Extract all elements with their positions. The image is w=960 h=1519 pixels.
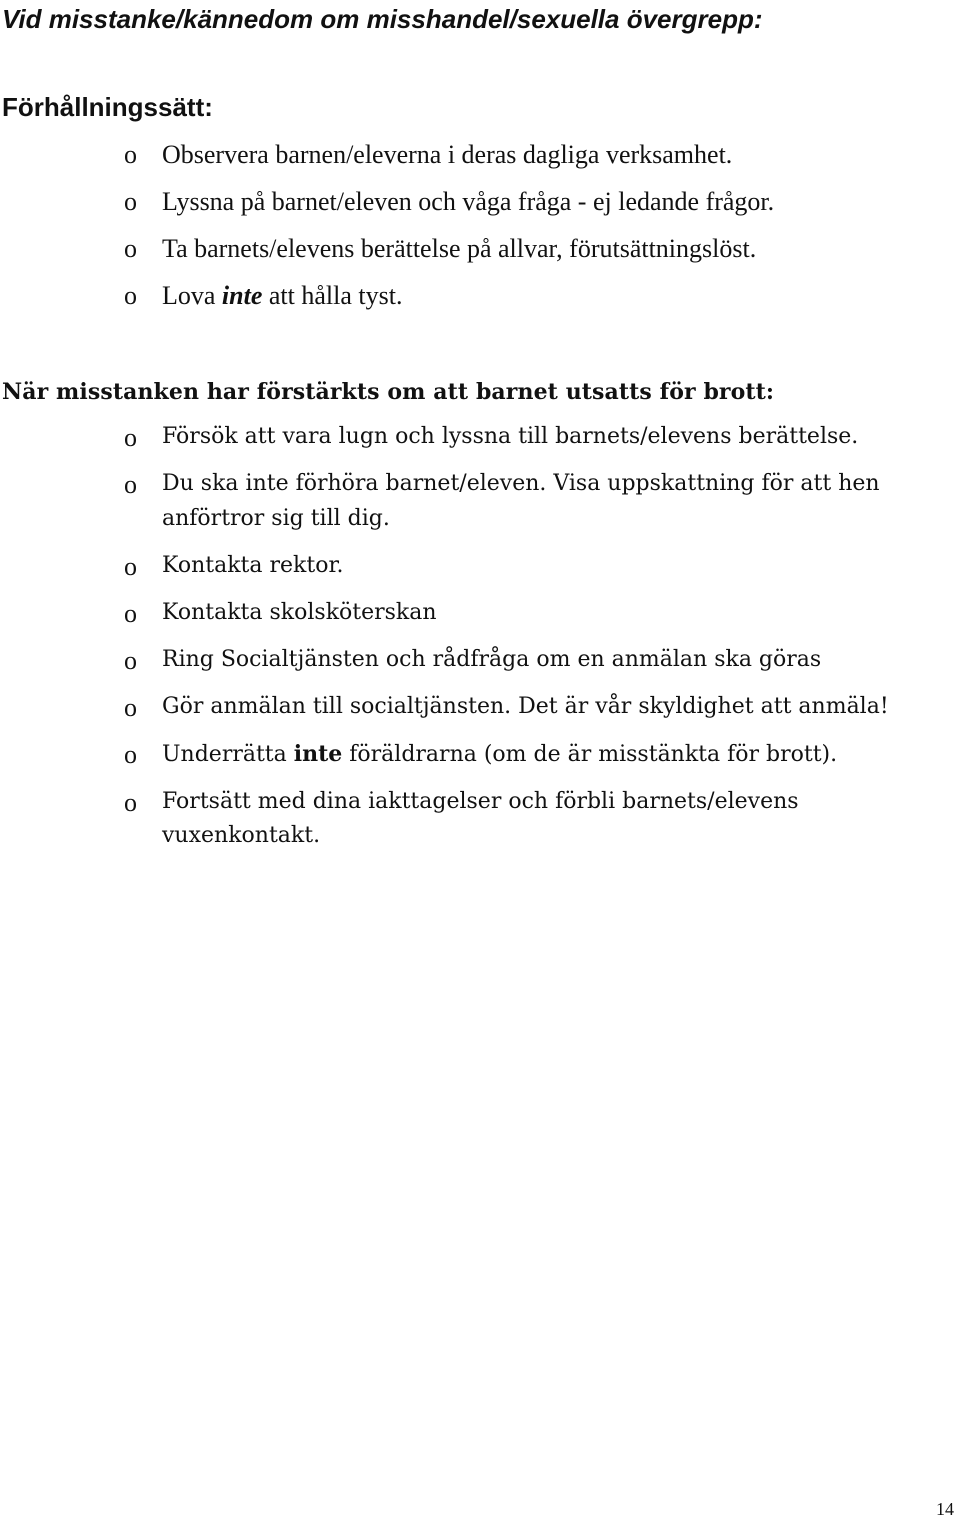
list-item-text: Försök att vara lugn och lyssna till barnets/elevens berättelse. (162, 424, 859, 449)
list-item-text-after: att hålla tyst. (262, 281, 403, 310)
list-item-text: Kontakta rektor. (162, 552, 344, 578)
list-item (0, 785, 940, 854)
bullet-marker: o (124, 281, 137, 310)
list-item-text: Lyssna på barnet/eleven och våga fråga - ej ledande frågor. (162, 187, 775, 216)
list-item (0, 737, 940, 773)
bullet-marker: o (124, 598, 137, 628)
list-item (0, 467, 940, 536)
list-item-text: Fortsätt med dina iakttagelser och förbli barnets/elevens vuxenkontakt. (162, 788, 799, 848)
list-item-text: Ta barnets/elevens berättelse på allvar, förutsättningslöst. (162, 234, 757, 263)
list-item-text: Observera barnen/eleverna i deras dagliga verksamhet. (162, 140, 733, 169)
list-item (0, 277, 940, 324)
list-item (0, 690, 940, 725)
list-item-text-after: föräldrarna (om de är misstänkta för brott). (342, 741, 838, 767)
bullet-marker: o (124, 234, 137, 263)
list-item-text: Gör anmälan till socialtjänsten. Det är vår skyldighet att anmäla! (162, 693, 889, 719)
section-heading-misstanke: När misstanken har förstärkts om att barnet utsatts för brott: (2, 379, 775, 405)
bullet-marker: o (124, 692, 137, 722)
bullet-marker: o (124, 551, 137, 581)
bullet-marker: o (124, 140, 137, 169)
list-item-emphasis: inte (293, 740, 343, 767)
list-item (0, 183, 940, 230)
list-item (0, 230, 940, 277)
page-title: Vid misstanke/kännedom om misshandel/sexuella övergrepp: (2, 4, 763, 34)
list-item-text-before: Lova (162, 281, 222, 310)
bullet-marker: o (124, 470, 137, 499)
bullet-marker: o (124, 645, 137, 675)
list-item (0, 596, 940, 631)
actions-list (0, 420, 940, 866)
list-item (0, 643, 940, 678)
bullet-marker: o (124, 187, 137, 216)
bullet-marker: o (124, 739, 137, 769)
list-item-emphasis: inte (221, 281, 263, 310)
list-item-text-before: Underrätta (162, 741, 294, 767)
list-item-text: Ring Socialtjänsten och rådfråga om en anmälan ska göras (162, 646, 822, 672)
bullet-marker: o (124, 787, 137, 817)
list-item (0, 549, 940, 584)
list-item-text: Kontakta skolsköterskan (162, 599, 437, 625)
page-number: 14 (936, 1499, 954, 1519)
approach-list (0, 136, 940, 324)
bullet-marker: o (124, 423, 137, 452)
list-item-text: Du ska inte förhöra barnet/eleven. Visa uppskattning för att hen anförtror sig till dig. (162, 471, 880, 531)
section-heading-forhallningssatt: Förhållningssätt: (2, 92, 213, 122)
list-item (0, 136, 940, 183)
list-item (0, 420, 940, 455)
